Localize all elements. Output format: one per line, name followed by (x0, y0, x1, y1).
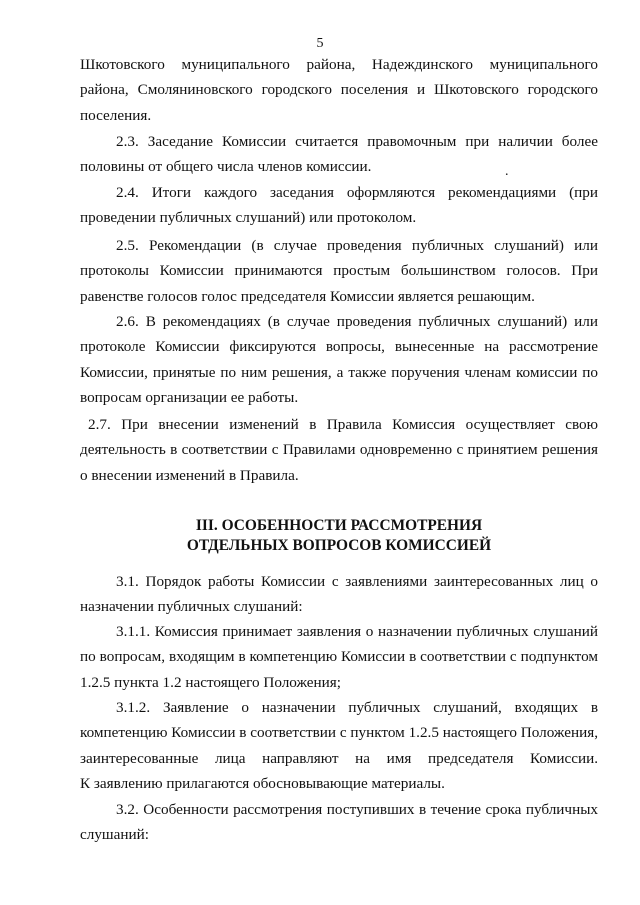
paragraph-3-1 (80, 569, 598, 620)
paragraph-2-3 (80, 129, 598, 180)
text-line: 3.2. Особенности рассмотрения поступивших в течение срока публичных (116, 801, 598, 818)
paragraph-3-1-1 (80, 619, 598, 695)
text-line: 2.5. Рекомендации (в случае проведения публичных слушаний) или (116, 237, 598, 254)
text-line: Комиссии, принятые по ним решения, а также поручения членам комиссии по (80, 363, 598, 381)
text-line: 2.7. При внесении изменений в Правила Комиссия осуществляет свою (88, 416, 598, 433)
text-line: по вопросам, входящим в компетенцию Комиссии в соответствии с подпунктом (80, 648, 598, 666)
text-line: проведении публичных слушаний) или протоколом. (80, 209, 417, 227)
page-number: 5 (316, 36, 324, 51)
paragraph-2-7 (80, 412, 598, 488)
text-line: деятельность в соответствии с Правилами одновременно с принятием решения (80, 441, 598, 459)
section-heading-line: III. ОСОБЕННОСТИ РАССМОТРЕНИЯ (195, 517, 483, 534)
text-line: заинтересованные лица направляют на имя председателя Комиссии. (80, 749, 598, 767)
text-line: Шкотовского муниципального района, Надеждинского муниципального (80, 56, 598, 73)
text-line: района, Смоляниновского городского поселения и Шкотовского городского (80, 81, 598, 99)
paragraph-2-4 (80, 180, 598, 231)
section-heading-line: ОТДЕЛЬНЫХ ВОПРОСОВ КОМИССИЕЙ (186, 537, 492, 554)
text-line: К заявлению прилагаются обосновывающие материалы. (80, 775, 445, 793)
text-line: равенстве голосов голос председателя Комиссии является решающим. (80, 287, 535, 305)
text-line: 3.1.1. Комиссия принимает заявления о назначении публичных слушаний (116, 623, 598, 640)
text-line: протоколы Комиссии принимаются простым большинством голосов. При (80, 262, 598, 280)
text-line: поселения. (80, 106, 152, 124)
text-line: 3.1. Порядок работы Комиссии с заявлениями заинтересованных лиц о (116, 573, 598, 590)
text-line: протоколе Комиссии фиксируются вопросы, вынесенные на рассмотрение (80, 338, 598, 356)
paragraph-3-2 (80, 797, 598, 848)
text-line: компетенцию Комиссии в соответствии с пунктом 1.2.5 настоящего Положения, (80, 724, 598, 742)
text-line: 2.6. В рекомендациях (в случае проведения публичных слушаний) или (116, 313, 598, 330)
text-line: о внесении изменений в Правила. (80, 466, 299, 484)
section-heading (80, 516, 598, 556)
text-line: вопросам организации ее работы. (80, 389, 299, 407)
text-line: слушаний: (80, 826, 149, 844)
paragraph-continuation (80, 52, 598, 128)
text-line: 2.3. Заседание Комиссии считается правомочным при наличии более (116, 133, 598, 150)
text-line: половины от общего числа членов комиссии. (80, 158, 372, 176)
paragraph-3-1-2 (80, 695, 598, 797)
text-line: 1.2.5 пункта 1.2 настоящего Положения; (80, 673, 342, 691)
text-line: 3.1.2. Заявление о назначении публичных слушаний, входящих в (116, 699, 598, 716)
paragraph-2-5 (80, 233, 598, 309)
paragraph-2-6 (80, 309, 598, 411)
text-line: 2.4. Итоги каждого заседания оформляются рекомендациями (при (116, 184, 598, 201)
stray-dot: . (505, 164, 509, 179)
text-line: назначении публичных слушаний: (80, 598, 303, 616)
